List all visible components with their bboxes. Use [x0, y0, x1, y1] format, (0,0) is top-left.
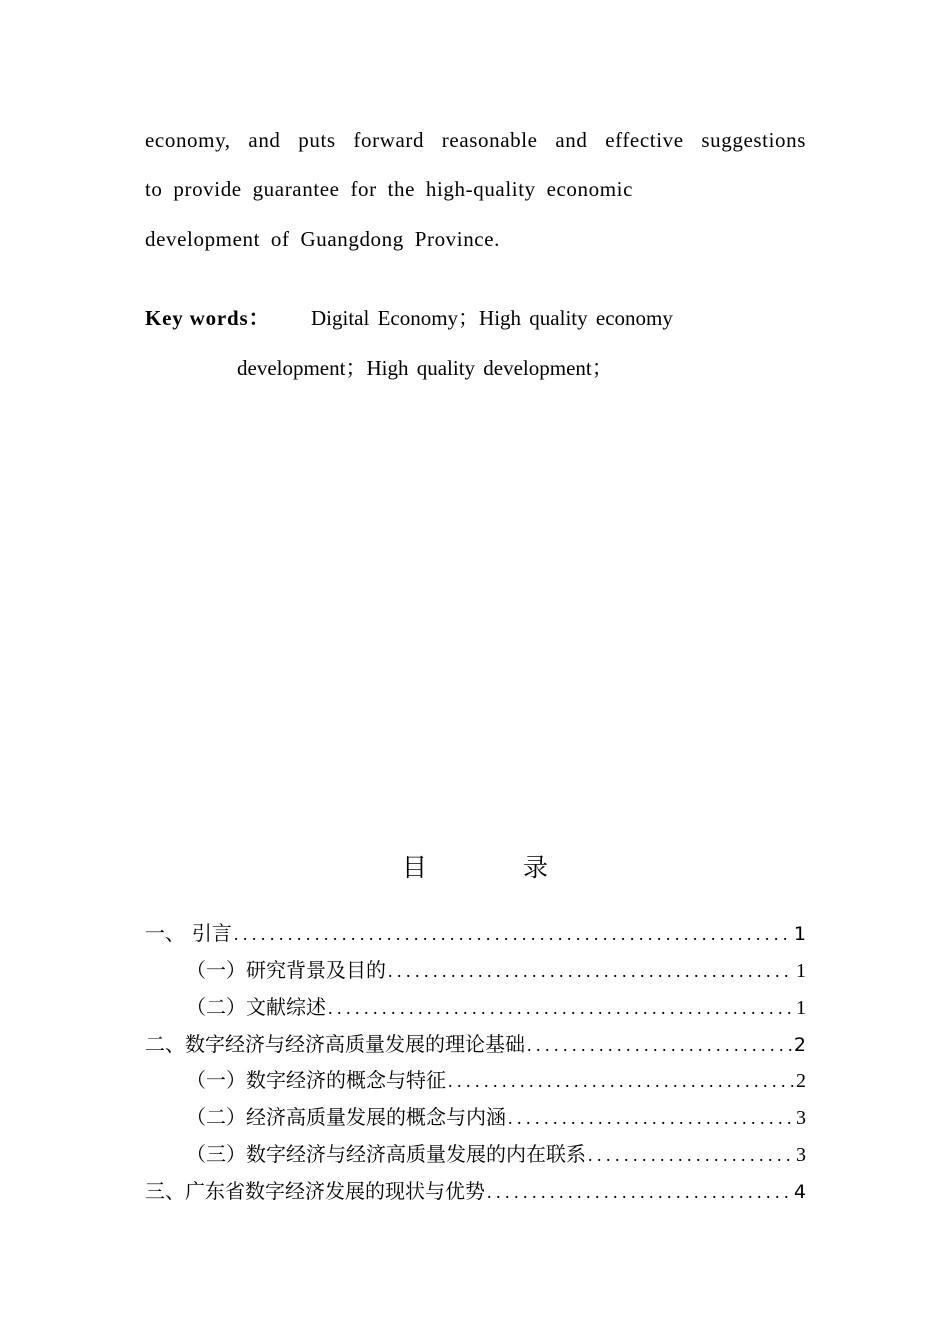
abstract-line-3: development of Guangdong Province. — [145, 227, 500, 251]
keywords-line-2: development；High quality development； — [237, 356, 613, 380]
keywords-label: Key words： — [145, 306, 271, 330]
toc-leader-dots — [508, 1108, 794, 1129]
toc-entry-page: 3 — [796, 1107, 806, 1129]
toc-entry-page: 3 — [796, 1144, 806, 1166]
toc-entry[interactable] — [186, 991, 806, 1021]
toc-entry-page: 4 — [793, 1181, 806, 1203]
toc-entry-title: 数字经济的概念与特征 — [246, 1068, 446, 1092]
toc-leader-dots — [388, 961, 794, 982]
toc-entry-title: 数字经济与经济高质量发展的内在联系 — [246, 1142, 586, 1166]
toc-entry-number: （二） — [186, 1105, 246, 1129]
toc-entry-number: （一） — [186, 1068, 246, 1092]
toc-entry[interactable] — [145, 917, 806, 947]
toc-entry[interactable] — [186, 1138, 806, 1168]
toc-entry[interactable] — [145, 1028, 806, 1058]
toc-entry-title: 数字经济与经济高质量发展的理论基础 — [185, 1032, 525, 1056]
toc-entry-number: （二） — [186, 995, 246, 1019]
toc-entry-number: （三） — [186, 1142, 246, 1166]
toc-entry-title: 广东省数字经济发展的现状与优势 — [185, 1179, 485, 1203]
toc-entry-page: 1 — [796, 997, 806, 1019]
keywords-line-1: Digital Economy；High quality economy — [311, 306, 673, 330]
toc-leader-dots — [588, 1145, 794, 1166]
toc-entry[interactable] — [186, 1064, 806, 1094]
toc-entry-page: 1 — [796, 960, 806, 982]
toc-entry[interactable] — [186, 1101, 806, 1131]
toc-leader-dots — [328, 998, 794, 1019]
toc-entry-number: （一） — [186, 958, 246, 982]
toc-entry-page: 2 — [796, 1070, 806, 1092]
toc-entry-page: 2 — [793, 1034, 806, 1056]
toc-entry-title: 经济高质量发展的概念与内涵 — [246, 1105, 506, 1129]
toc-entry[interactable] — [145, 1175, 806, 1205]
toc-title: 目录 — [401, 853, 644, 882]
toc-entry-title: 研究背景及目的 — [246, 958, 386, 982]
toc-leader-dots — [487, 1182, 792, 1203]
toc-entry-number: 三、 — [145, 1179, 185, 1203]
toc-entry[interactable] — [186, 954, 806, 984]
toc-leader-dots — [527, 1035, 792, 1056]
toc-leader-dots — [234, 924, 792, 945]
toc-leader-dots — [448, 1071, 794, 1092]
abstract-line-1: economy, and puts forward reasonable and effective suggestions — [145, 128, 806, 152]
abstract-line-2: to provide guarantee for the high-quality economic — [145, 177, 634, 201]
toc-entry-number: 二、 — [145, 1032, 185, 1056]
toc-entry-number: 一、 — [145, 921, 185, 945]
toc-entry-title: 文献综述 — [246, 995, 326, 1019]
toc-entry-title: 引言 — [191, 921, 232, 945]
toc-entry-page: 1 — [793, 923, 806, 945]
